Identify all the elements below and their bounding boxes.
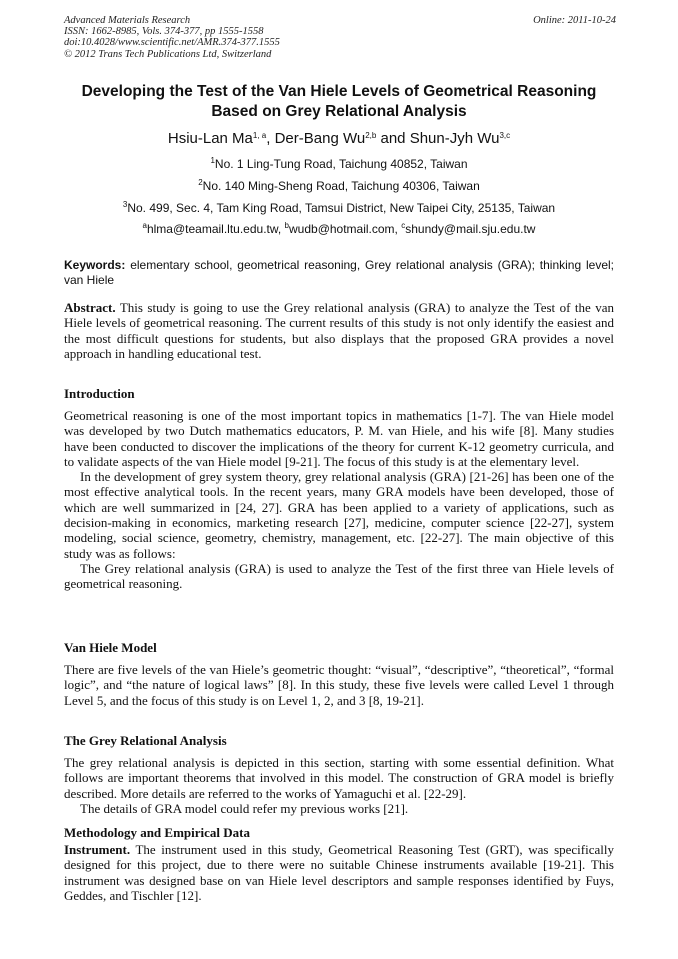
affiliation-3-text: No. 499, Sec. 4, Tam King Road, Tamsui District, New Taipei City, 25135, Taiwan bbox=[127, 201, 556, 215]
doi-line: doi:10.4028/www.scientific.net/AMR.374-377.1555 bbox=[64, 37, 280, 49]
abstract-label: Abstract. bbox=[64, 300, 116, 315]
affiliation-2-text: No. 140 Ming-Sheng Road, Taichung 40306, Taiwan bbox=[202, 179, 480, 193]
keywords bbox=[64, 258, 614, 288]
author-2: Der-Bang Wu bbox=[274, 130, 366, 147]
instrument-label: Instrument. bbox=[64, 842, 131, 857]
journal-name: Advanced Materials Research bbox=[64, 15, 191, 26]
email-c: shundy@mail.sju.edu.tw bbox=[405, 222, 536, 236]
journal-header bbox=[64, 15, 616, 60]
keywords-label: Keywords: bbox=[64, 258, 126, 272]
affiliation-3 bbox=[40, 201, 638, 216]
author-sep-2: and bbox=[376, 130, 410, 147]
author-2-sup: 2,b bbox=[365, 131, 377, 140]
email-a: hlma@teamail.ltu.edu.tw, bbox=[146, 222, 285, 236]
author-1: Hsiu-Lan Ma bbox=[167, 130, 253, 147]
affiliation-3-sup: 3 bbox=[122, 200, 128, 209]
affiliation-1-sup: 1 bbox=[210, 156, 215, 165]
gra-paragraph-1: The grey relational analysis is depicted in this section, starting with some essential definition. What follows are important theorems that involved in this model. The construction of GRA model is briefly described. More details are referred to the works of Yamaguchi et al. [22-29]. bbox=[64, 755, 614, 801]
methodology-body bbox=[64, 842, 614, 903]
author-3: Shun-Jyh Wu bbox=[409, 130, 500, 147]
author-sep-1: , bbox=[266, 130, 275, 147]
email-b-sup: b bbox=[284, 221, 289, 230]
introduction-paragraph-1: Geometrical reasoning is one of the most important topics in mathematics [1-7]. The van Hiele model was developed by two Dutch mathematics educators, P. M. van Hiele, and his wife [8]. Many studies have been conducted to discover the implications of the theory for current K-12 geometry curricula, and to validate aspects of the van Hiele model [9-21]. The focus of this study is at the elementary level. bbox=[64, 408, 614, 469]
introduction-heading: Introduction bbox=[64, 386, 135, 401]
methodology-heading: Methodology and Empirical Data bbox=[64, 825, 250, 840]
affiliation-2 bbox=[40, 179, 638, 194]
introduction-body bbox=[64, 408, 614, 592]
affiliation-2-sup: 2 bbox=[198, 178, 203, 187]
keywords-text: elementary school, geometrical reasoning, Grey relational analysis (GRA); thinking level; van Hiele bbox=[64, 258, 614, 287]
instrument-text: The instrument used in this study, Geometrical Reasoning Test (GRT), was specifically designed for this project, due to there were no suitable Chinese instruments available [19-21]. This instrument was designed base on van Hiele level descriptors and sample responses identified by Fuys, Geddes, and Tischler [12]. bbox=[64, 842, 614, 903]
issn-line: ISSN: 1662-8985, Vols. 374-377, pp 1555-1558 bbox=[64, 26, 264, 38]
gra-heading: The Grey Relational Analysis bbox=[64, 733, 227, 748]
email-a-sup: a bbox=[142, 221, 147, 230]
van-hiele-paragraph-1: There are five levels of the van Hiele’s geometric thought: “visual”, “descriptive”, “theoretical”, “formal logic”, and “the nature of logical laws” [8]. In this study, these five levels were called Level 1 through Level 5, and the focus of this study is on Level 1, 2, and 3 [8, 19-21]. bbox=[64, 662, 614, 708]
van-hiele-heading: Van Hiele Model bbox=[64, 640, 157, 655]
gra-body bbox=[64, 755, 614, 816]
introduction-paragraph-3: The Grey relational analysis (GRA) is used to analyze the Test of the first three van Hiele levels of geometrical reasoning. bbox=[64, 560, 614, 592]
introduction-paragraph-2: In the development of grey system theory, grey relational analysis (GRA) [21-26] has been one of the most effective analytical tools. In the recent years, many GRA models have been developed, those of which are well summarized in [24, 27]. GRA has been applied to a variety of applications, such as decision-making in economics, marketing research [27], medicine, computer science [22-27], system modeling, social science, geometry, chemistry, management, etc. [22-27]. The main objective of this study was as follows: bbox=[64, 469, 614, 561]
author-list bbox=[40, 130, 638, 148]
copyright-line: © 2012 Trans Tech Publications Ltd, Switzerland bbox=[64, 48, 272, 60]
title-line-2: Based on Grey Relational Analysis bbox=[211, 103, 467, 120]
online-date: Online: 2011-10-24 bbox=[533, 15, 616, 26]
abstract-text: This study is going to use the Grey relational analysis (GRA) to analyze the Test of the van Hiele levels of geometrical reasoning. The current results of this study is not only identify the easiest and the most difficult questions for students, but also displays that the proposed GRA provides a novel approach in handling educational test. bbox=[64, 300, 614, 361]
gra-paragraph-2: The details of GRA model could refer my previous works [21]. bbox=[80, 800, 409, 816]
title-line-1: Developing the Test of the Van Hiele Levels of Geometrical Reasoning bbox=[81, 83, 597, 100]
author-3-sup: 3,c bbox=[499, 131, 511, 140]
email-line bbox=[40, 222, 638, 237]
affiliation-1-text: No. 1 Ling-Tung Road, Taichung 40852, Taiwan bbox=[214, 157, 468, 171]
abstract bbox=[64, 300, 614, 361]
email-b: wudb@hotmail.com, bbox=[289, 222, 402, 236]
affiliation-1 bbox=[40, 157, 638, 172]
author-1-sup: 1, a bbox=[252, 131, 267, 140]
paper-title bbox=[40, 82, 638, 122]
van-hiele-body bbox=[64, 662, 614, 708]
email-c-sup: c bbox=[401, 221, 406, 230]
